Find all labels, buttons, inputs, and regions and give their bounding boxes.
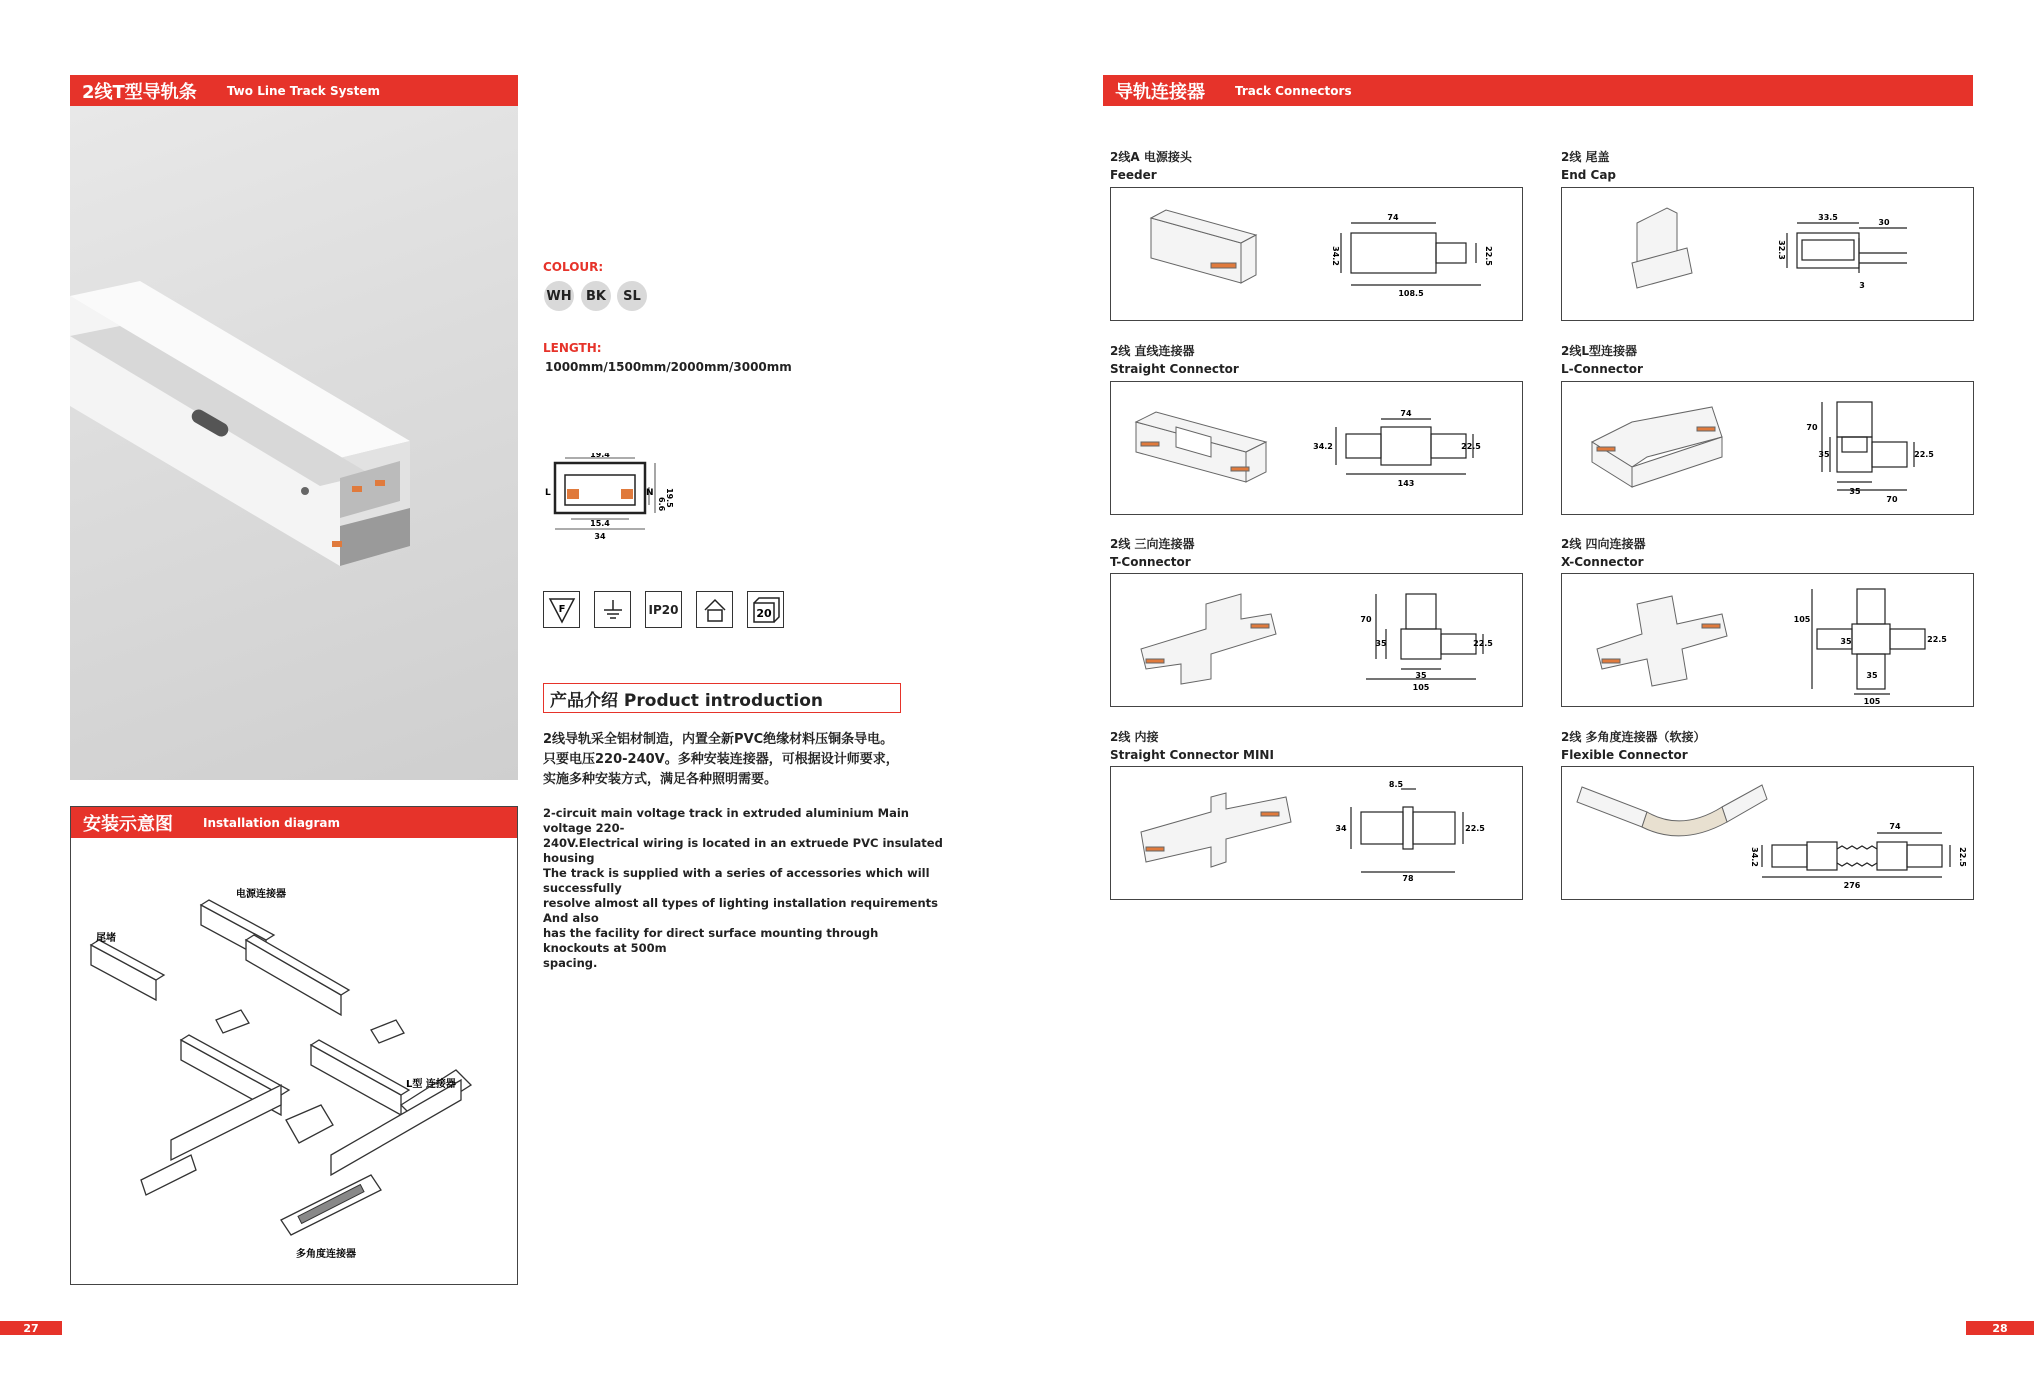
dim-straight-1: 74 xyxy=(1400,409,1412,418)
length-label: LENGTH: xyxy=(543,341,602,355)
connector-title-feeder xyxy=(1110,148,1192,184)
dim-endcap-3: 32.3 xyxy=(1777,240,1786,260)
track-photo xyxy=(70,106,518,780)
dim-l-1: 70 xyxy=(1806,423,1818,432)
page-number-right: 28 xyxy=(1966,1321,2034,1335)
right-header-zh: 导轨连接器 xyxy=(1115,81,1205,103)
dim-straight-4: 143 xyxy=(1397,479,1415,488)
connector-title-mini xyxy=(1110,728,1274,764)
dim-flex-2: 34.2 xyxy=(1750,847,1759,867)
installation-diagram-frame xyxy=(70,806,518,1285)
dim-t-4: 35 xyxy=(1415,671,1427,680)
connector-zh: 2线 内接 xyxy=(1110,730,1159,744)
connector-zh: 2线 三向连接器 xyxy=(1110,537,1195,551)
connector-en: T-Connector xyxy=(1110,555,1191,569)
connector-en: Straight Connector xyxy=(1110,362,1239,376)
warranty-20-icon xyxy=(747,591,784,628)
connector-en: Flexible Connector xyxy=(1561,748,1688,762)
connector-box-mini xyxy=(1110,766,1523,900)
intro-zh-paragraph xyxy=(543,730,923,790)
intro-en-line: 240V.Electrical wiring is located in an extruede PVC insulated housing xyxy=(543,836,943,865)
certification-icons xyxy=(543,591,784,628)
profile-dim-inner: 6.6 xyxy=(657,497,666,512)
connector-zh: 2线L型连接器 xyxy=(1561,344,1637,358)
earth-ground-icon xyxy=(594,591,631,628)
dim-x-2: 35 xyxy=(1840,637,1852,646)
right-header-bar xyxy=(1103,75,1973,106)
profile-dim-height: 19.5 xyxy=(665,488,674,508)
intro-en-line: spacing. xyxy=(543,956,598,970)
right-header-en: Track Connectors xyxy=(1235,83,1352,98)
intro-en-line: 2-circuit main voltage track in extruded aluminium Main voltage 220- xyxy=(543,806,909,835)
dim-feeder-4: 108.5 xyxy=(1398,289,1424,298)
profile-dim-l: L xyxy=(545,488,551,498)
intro-en-line: has the facility for direct surface mounting through knockouts at 500m xyxy=(543,926,879,955)
page-number-left: 27 xyxy=(0,1321,62,1335)
colour-chip-sl: SL xyxy=(617,281,647,311)
dim-mini-3: 22.5 xyxy=(1465,824,1485,833)
left-header-bar xyxy=(70,75,518,106)
intro-zh-line: 2线导轨采全铝材制造，内置全新PVC绝缘材料压铜条导电。 xyxy=(543,732,894,747)
connector-en: L-Connector xyxy=(1561,362,1643,376)
dim-t-2: 35 xyxy=(1375,639,1387,648)
connector-title-x xyxy=(1561,535,1646,571)
connector-zh: 2线 多角度连接器（软接） xyxy=(1561,730,1706,744)
dim-l-4: 35 xyxy=(1849,487,1861,496)
left-header-en: Two Line Track System xyxy=(226,83,380,98)
connector-zh: 2线 四向连接器 xyxy=(1561,537,1646,551)
dim-endcap-2: 30 xyxy=(1878,218,1890,227)
dim-flex-4: 276 xyxy=(1843,881,1861,890)
install-label-feeder: 电源连接器 xyxy=(236,889,286,900)
connector-title-flexible xyxy=(1561,728,1706,764)
connector-box-t xyxy=(1110,573,1523,707)
dim-feeder-3: 22.5 xyxy=(1484,246,1493,266)
dim-l-2: 35 xyxy=(1818,450,1830,459)
connector-zh: 2线 直线连接器 xyxy=(1110,344,1195,358)
intro-en-line: resolve almost all types of lighting installation requirements And also xyxy=(543,896,939,925)
install-header-zh: 安装示意图 xyxy=(83,813,173,835)
dim-x-4: 35 xyxy=(1866,671,1878,680)
profile-dim-bottom-inner: 15.4 xyxy=(590,519,610,528)
dim-feeder-1: 74 xyxy=(1387,213,1399,222)
cert-f-label: F xyxy=(558,603,565,615)
dim-x-5: 105 xyxy=(1863,697,1881,706)
install-header-bar xyxy=(71,807,517,838)
dim-endcap-4: 3 xyxy=(1859,281,1865,290)
connector-box-endcap xyxy=(1561,187,1974,321)
connector-en: X-Connector xyxy=(1561,555,1644,569)
dim-feeder-2: 34.2 xyxy=(1331,246,1340,266)
install-label-endcap: 尾堵 xyxy=(96,933,116,944)
dim-x-3: 22.5 xyxy=(1927,635,1947,644)
dim-straight-3: 22.5 xyxy=(1461,442,1481,451)
intro-en-paragraph xyxy=(543,806,943,971)
cert-20-label: 20 xyxy=(755,606,772,620)
intro-zh-line: 实施多种安装方式，满足各种照明需要。 xyxy=(543,772,778,787)
connector-box-feeder xyxy=(1110,187,1523,321)
profile-dim-top: 19.4 xyxy=(590,453,610,459)
connector-zh: 2线 尾盖 xyxy=(1561,150,1610,164)
install-label-flex: 多角度连接器 xyxy=(296,1249,356,1260)
colour-chip-wh: WH xyxy=(544,281,574,311)
connector-en: Feeder xyxy=(1110,168,1157,182)
connector-title-t xyxy=(1110,535,1195,571)
length-value: 1000mm/1500mm/2000mm/3000mm xyxy=(545,360,792,374)
ip20-rating-icon: IP20 xyxy=(645,591,682,628)
dim-flex-3: 22.5 xyxy=(1958,847,1967,867)
connector-title-endcap xyxy=(1561,148,1616,184)
intro-zh-line: 只要电压220-240V。多种安装连接器，可根据设计师要求， xyxy=(543,752,899,767)
connector-box-flexible xyxy=(1561,766,1974,900)
profile-dim-n: N xyxy=(646,488,654,498)
dim-t-5: 105 xyxy=(1412,683,1430,692)
intro-en-line: The track is supplied with a series of accessories which will successfully xyxy=(543,866,930,895)
connector-en: End Cap xyxy=(1561,168,1617,182)
dim-mini-4: 78 xyxy=(1402,874,1414,883)
dim-t-1: 70 xyxy=(1360,615,1372,624)
colour-label: COLOUR: xyxy=(543,260,604,274)
connector-box-straight xyxy=(1110,381,1523,515)
dim-t-3: 22.5 xyxy=(1473,639,1493,648)
dim-endcap-1: 33.5 xyxy=(1818,213,1838,222)
dim-straight-2: 34.2 xyxy=(1313,442,1333,451)
product-intro-title: 产品介绍 Product introduction xyxy=(543,683,901,713)
dim-mini-1: 8.5 xyxy=(1388,780,1404,789)
dim-x-1: 105 xyxy=(1793,615,1811,624)
dim-mini-2: 34 xyxy=(1335,824,1347,833)
profile-drawing xyxy=(543,453,683,543)
connector-title-straight xyxy=(1110,342,1239,378)
connector-en: Straight Connector MINI xyxy=(1110,748,1274,762)
f-mark-icon xyxy=(543,591,580,628)
dim-flex-1: 74 xyxy=(1889,822,1901,831)
colour-chip-bk: BK xyxy=(581,281,611,311)
connector-zh: 2线A 电源接头 xyxy=(1110,150,1192,164)
connector-box-l xyxy=(1561,381,1974,515)
dim-l-5: 70 xyxy=(1886,495,1898,504)
left-header-zh: 2线T型导轨条 xyxy=(82,81,197,103)
install-header-en: Installation diagram xyxy=(203,815,341,830)
dim-l-3: 22.5 xyxy=(1914,450,1934,459)
connector-title-l xyxy=(1561,342,1643,378)
connector-box-x xyxy=(1561,573,1974,707)
profile-dim-width: 34 xyxy=(594,532,606,541)
indoor-use-icon xyxy=(696,591,733,628)
install-label-lconn: L型 连接器 xyxy=(406,1079,456,1090)
